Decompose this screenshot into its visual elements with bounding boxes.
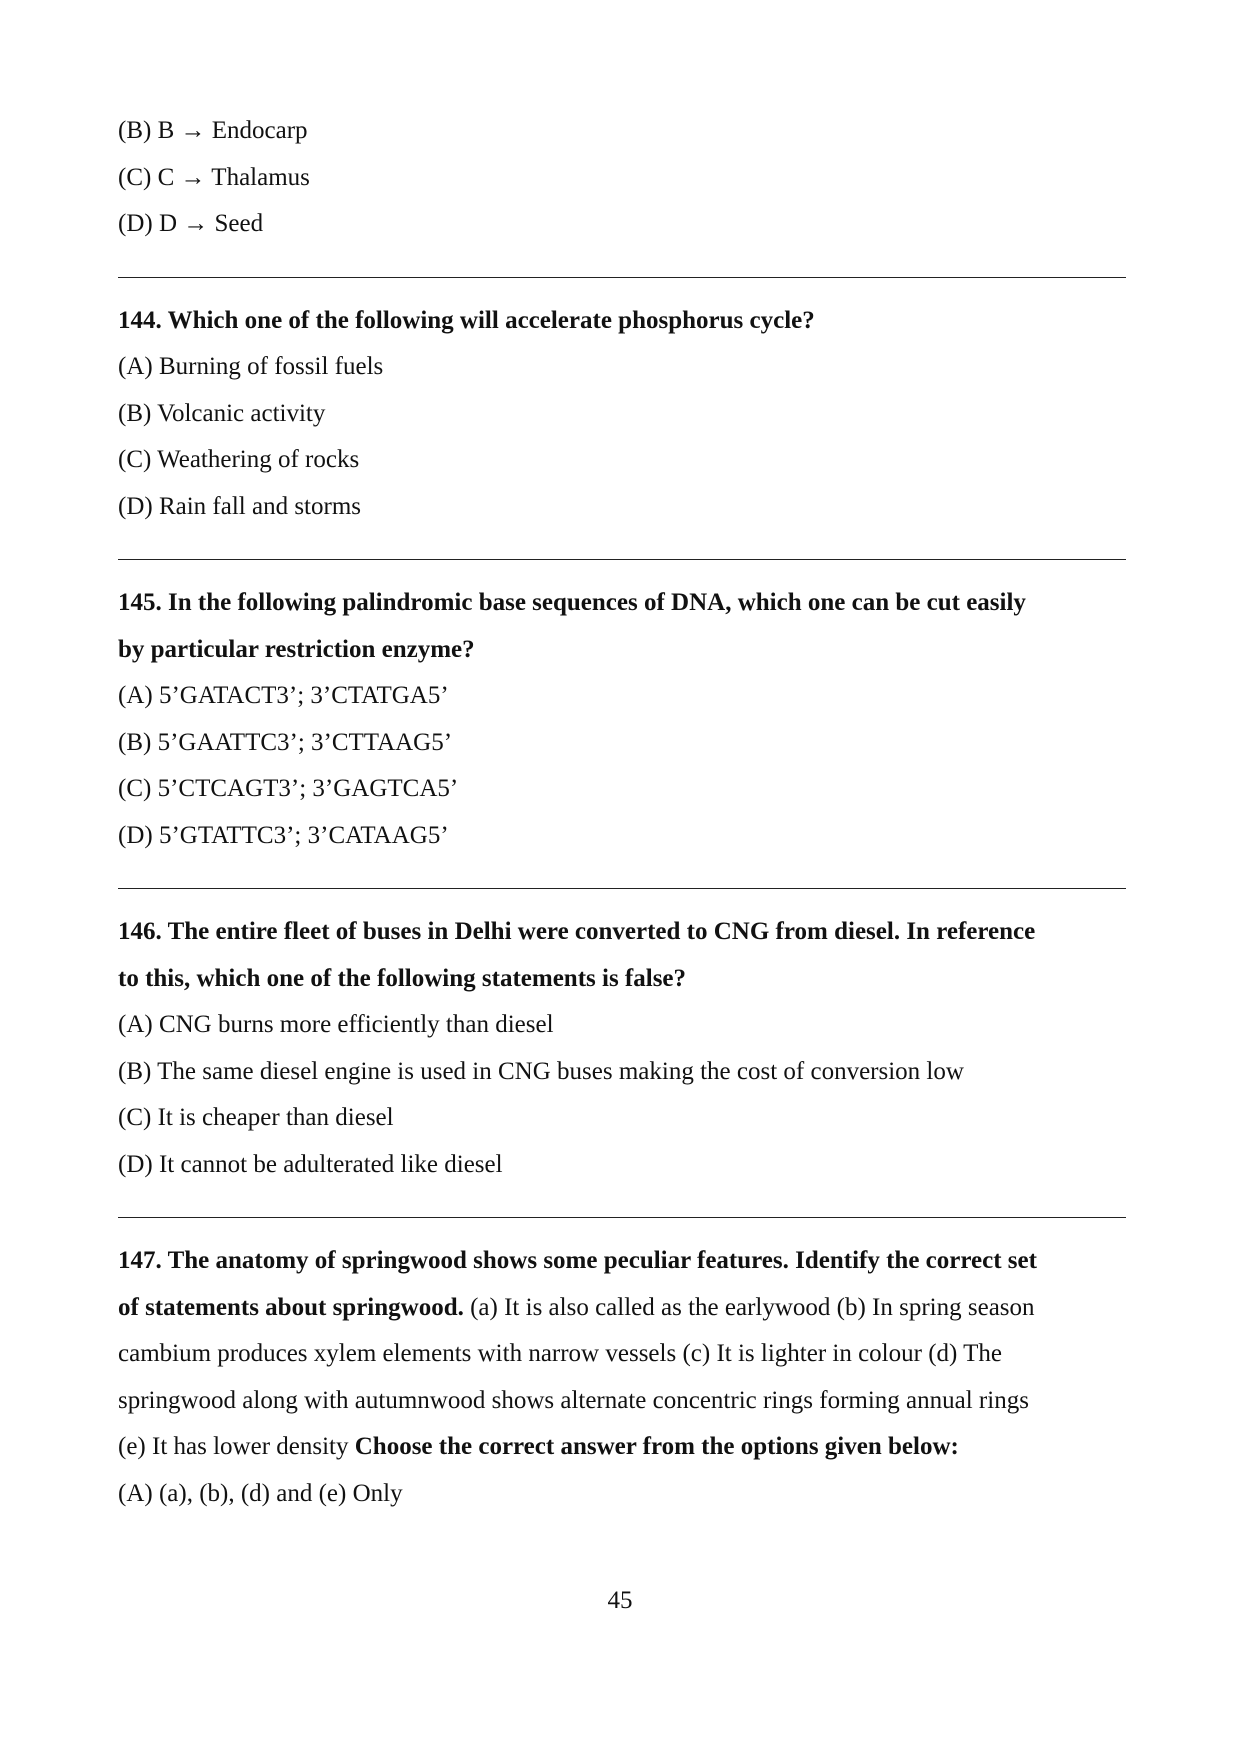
question-number: 145.	[118, 589, 162, 616]
option-a: (A) CNG burns more efficiently than diesel	[118, 1011, 554, 1038]
question-text	[118, 909, 1126, 956]
question-text-continued: to this, which one of the following statements is false?	[118, 964, 687, 992]
question-144	[118, 298, 1126, 531]
divider	[118, 559, 1126, 560]
divider	[118, 1217, 1126, 1218]
question-147	[118, 1238, 1126, 1517]
question-number: 144.	[118, 306, 162, 334]
statements-line-4: springwood along with autumnwood shows alternate concentric rings forming annual rings	[118, 1386, 1029, 1414]
question-stem-end: of statements about springwood.	[118, 1293, 464, 1321]
option-c: (C) 5’CTCAGT3’; 3’GAGTCA5’	[118, 775, 459, 802]
question-text-line-2	[118, 1285, 1126, 1332]
question-text	[118, 298, 1126, 345]
question-text-continued: by particular restriction enzyme?	[118, 635, 475, 663]
statements-start: (a) It is also called as the earlywood (b) In spring season	[470, 1293, 1035, 1321]
option-c: (C) Weathering of rocks	[118, 446, 360, 473]
option-a: (A) Burning of fossil fuels	[118, 353, 384, 380]
statement-e: (e) It has lower density	[118, 1433, 349, 1460]
option-d: (D) Rain fall and storms	[118, 492, 362, 520]
question-stem: In the following palindromic base sequences of DNA, which one can be cut easily	[168, 589, 1026, 616]
statements-line-5	[118, 1424, 1126, 1471]
option-b: (B) B → Endocarp	[118, 117, 308, 144]
divider	[118, 277, 1126, 278]
option-b: (B) 5’GAATTC3’; 3’CTTAAG5’	[118, 728, 453, 756]
option-b: (B) The same diesel engine is used in CNG buses making the cost of conversion low	[118, 1057, 964, 1085]
page-number: 45	[607, 1587, 633, 1614]
question-143-tail	[118, 108, 1126, 248]
option-b: (B) Volcanic activity	[118, 399, 326, 427]
divider	[118, 888, 1126, 889]
question-145	[118, 580, 1126, 859]
option-c: (C) C → Thalamus	[118, 163, 310, 191]
question-number: 146.	[118, 918, 162, 945]
question-stem: Which one of the following will accelerate phosphorus cycle?	[167, 306, 815, 334]
instruction: Choose the correct answer from the options given below:	[354, 1433, 959, 1460]
option-d: (D) It cannot be adulterated like diesel	[118, 1150, 503, 1178]
page-content	[118, 108, 1126, 1517]
option-a: (A) 5’GATACT3’; 3’CTATGA5’	[118, 682, 449, 709]
option-d: (D) D → Seed	[118, 210, 264, 237]
statements-line-3: cambium produces xylem elements with narrow vessels (c) It is lighter in colour (d) The	[118, 1340, 1003, 1367]
question-text	[118, 1238, 1126, 1285]
question-stem: The entire fleet of buses in Delhi were converted to CNG from diesel. In reference	[167, 918, 1036, 945]
option-a: (A) (a), (b), (d) and (e) Only	[118, 1479, 403, 1507]
option-c: (C) It is cheaper than diesel	[118, 1104, 394, 1131]
question-stem: The anatomy of springwood shows some peculiar features. Identify the correct set	[167, 1247, 1037, 1274]
question-146	[118, 909, 1126, 1188]
question-text	[118, 580, 1126, 627]
question-number: 147.	[118, 1247, 162, 1274]
option-d: (D) 5’GTATTC3’; 3’CATAAG5’	[118, 821, 449, 849]
